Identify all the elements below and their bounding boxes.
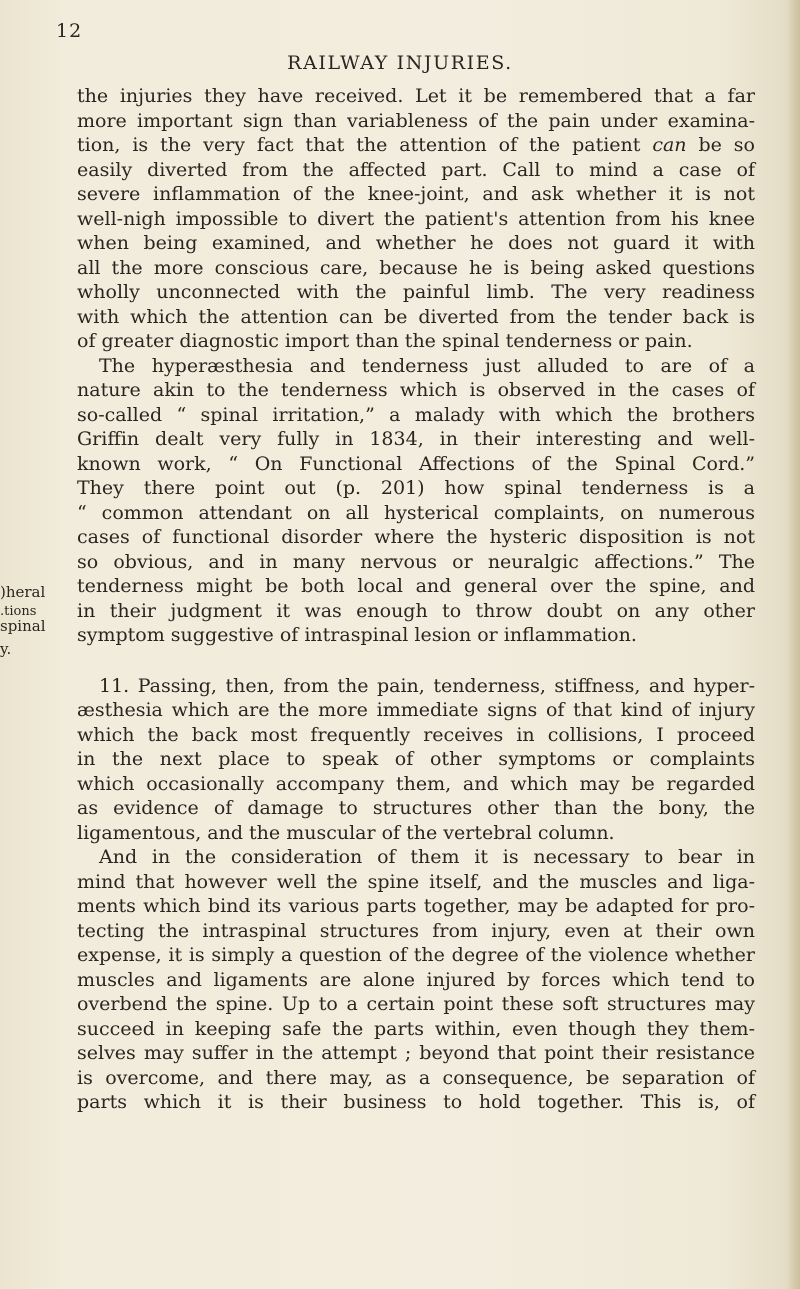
text-line: mind that however well the spine itself, and the muscles and liga- <box>77 870 755 893</box>
text-line: ments which bind its various parts together, may be adapted for pro- <box>77 895 755 917</box>
page-number: 12 <box>56 20 83 42</box>
text-line: The hyperæsthesia and tenderness just alluded to are of a <box>99 354 755 377</box>
body-text <box>77 84 755 1115</box>
paragraph-4 <box>77 845 755 1115</box>
text-line: so-called “ spinal irritation,” a malady with which the brothers <box>77 403 755 426</box>
text-line: selves may suffer in the attempt ; beyond that point their resistance <box>77 1042 755 1064</box>
text-line: in their judgment it was enough to throw doubt on any other <box>77 599 755 622</box>
running-title: RAILWAY INJURIES. <box>287 52 513 74</box>
text-line: so obvious, and in many nervous or neuralgic affections.” The <box>77 550 755 573</box>
text-line: is overcome, and there may, as a consequence, be separation of <box>77 1066 755 1089</box>
paragraph-2 <box>77 354 755 648</box>
text-line: parts which it is their business to hold together. This is, of <box>77 1091 755 1113</box>
text-line: Griffin dealt very fully in 1834, in their interesting and well- <box>77 428 755 450</box>
text-line: more important sign than variableness of the pain under examina- <box>77 109 755 132</box>
text-line: tenderness might be both local and general over the spine, and <box>77 575 755 597</box>
margin-note: y. <box>0 639 12 658</box>
text-line: of greater diagnostic import than the spinal tenderness or pain. <box>77 330 693 352</box>
paragraph-3 <box>77 674 755 846</box>
margin-note: .tions <box>0 604 37 619</box>
text-line: severe inflammation of the knee-joint, and ask whether it is not <box>77 183 755 205</box>
text-line: tion, is the very fact that the attention of the patient can be so <box>77 134 755 156</box>
text-line: expense, it is simply a question of the degree of the violence whether <box>77 944 755 966</box>
section-11-heading-line: 11. Passing, then, from the pain, tenderness, stiffness, and hyper- <box>99 674 755 697</box>
text-line: They there point out (p. 201) how spinal tenderness is a <box>77 477 755 499</box>
text-line: “ common attendant on all hysterical complaints, on numerous <box>77 501 755 524</box>
text-line: æsthesia which are the more immediate signs of that kind of injury <box>77 699 755 721</box>
text-line: when being examined, and whether he does not guard it with <box>77 232 755 254</box>
emphasis-can: can <box>652 134 687 156</box>
text-line: which occasionally accompany them, and which may be regarded <box>77 772 755 795</box>
text-line: nature akin to the tenderness which is observed in the cases of <box>77 379 755 401</box>
text-line: well-nigh impossible to divert the patient's attention from his knee <box>77 207 755 230</box>
paragraph-1 <box>77 84 755 354</box>
section-gap <box>77 648 755 674</box>
text-line: And in the consideration of them it is necessary to bear in <box>99 846 755 868</box>
text-line: muscles and ligaments are alone injured by forces which tend to <box>77 968 755 991</box>
text-line: as evidence of damage to structures other than the bony, the <box>77 797 755 819</box>
margin-note: )heral <box>0 583 46 601</box>
text-line: ligamentous, and the muscular of the vertebral column. <box>77 821 615 844</box>
margin-note: spinal <box>0 618 46 635</box>
text-line: succeed in keeping safe the parts within, even though they them- <box>77 1017 755 1040</box>
text-line: in the next place to speak of other symptoms or complaints <box>77 748 755 770</box>
text-line: known work, “ On Functional Affections of the Spinal Cord.” <box>77 452 755 475</box>
text-line: all the more conscious care, because he is being asked questions <box>77 256 755 279</box>
text-line: tecting the intraspinal structures from injury, even at their own <box>77 919 755 942</box>
text-line: overbend the spine. Up to a certain point these soft structures may <box>77 993 755 1015</box>
text-line: cases of functional disorder where the hysteric disposition is not <box>77 526 755 548</box>
text-line: easily diverted from the affected part. Call to mind a case of <box>77 158 755 181</box>
margin-notes <box>0 580 70 661</box>
text-line: wholly unconnected with the painful limb. The very readiness <box>77 281 755 303</box>
text-line: the injuries they have received. Let it be remembered that a far <box>77 85 755 107</box>
text-line: with which the attention can be diverted from the tender back is <box>77 305 755 328</box>
text-line: symptom suggestive of intraspinal lesion or inflammation. <box>77 624 637 646</box>
text-line: which the back most frequently receives in collisions, I proceed <box>77 723 755 746</box>
page-edge-shadow <box>786 0 800 1289</box>
